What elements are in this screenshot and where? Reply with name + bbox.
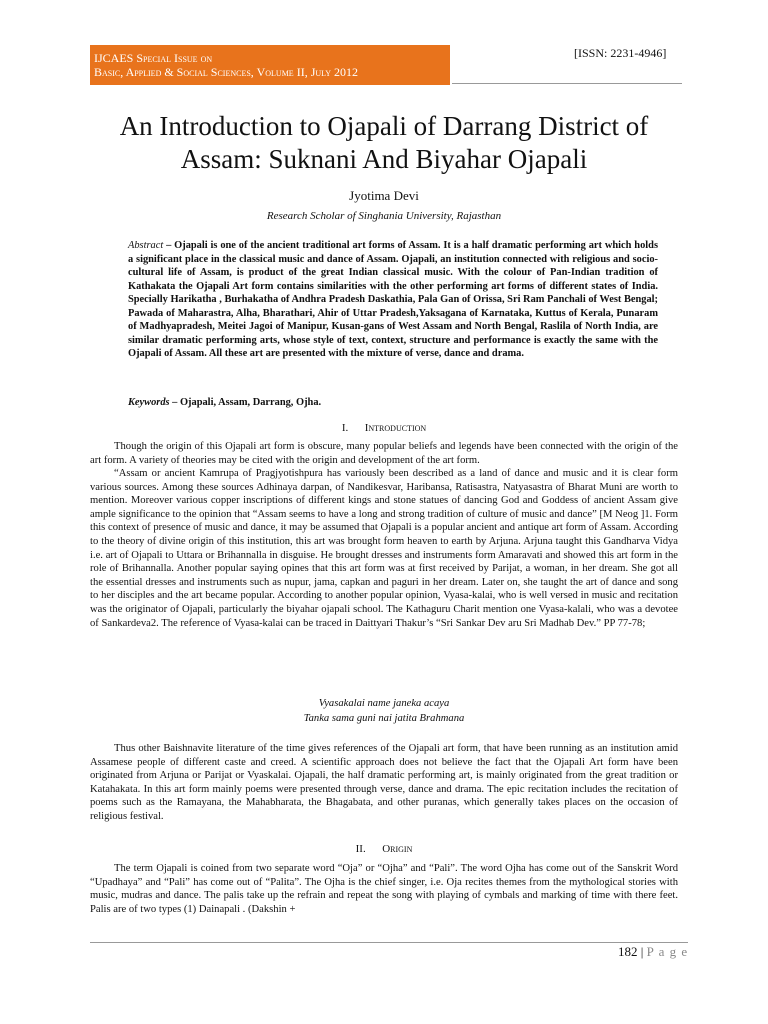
keywords-label: Keywords bbox=[128, 397, 170, 408]
page-number: 182 bbox=[618, 944, 638, 959]
intro-paragraph-1: Though the origin of this Ojapali art form is obscure, many popular beliefs and legends have been connected with the origin of the art form. A variety of theories may be cited with the origin and development of the art form. bbox=[90, 441, 678, 466]
abstract bbox=[128, 239, 658, 361]
journal-banner bbox=[90, 45, 450, 85]
abstract-text: – Ojapali is one of the ancient traditional art forms of Assam. It is a half dramatic performing art which holds a significant place in the classical music and dance of Assam. Ojapali, an institution connected with religious and socio-cultural life of Assam, is product of the great Indian classical music. With the colour of Pan-Indian tradition of Kathakata the Ojapali Art form contains similarities with the other performing art forms of different states of India. Specially Harikatha , Burhakatha of Andhra Pradesh Daskathia, Pala Gan of Orissa, Sri Ram Panchali of West Bengal; Pawada of Maharastra, Alha, Bharathari, Ahir of Uttar Pradesh,Yaksagana of Karnataka, Kuttus of Kerala, Punaram of Madhyapradesh, Meitei Jagoi of Manipur, Kusan-gans of West Assam and North Bengal, Raslila of North India, are similar dramatic performing arts, whose style of text, context, structure and performance is exactly the same with the Ojapali of Assam. All these art are presented with the mixture of verse, dance and drama. bbox=[128, 240, 658, 359]
paper-title: An Introduction to Ojapali of Darrang District of Assam: Suknani And Biyahar Ojapali bbox=[119, 111, 649, 174]
intro-paragraph-3: Thus other Baishnavite literature of the time gives references of the Ojapali art form, that have been running as an institution amid Assamese people of different caste and creed. A scientific approach does not believe the fact that the Ojapali Art form have been originated from Arjuna or Parijat or Vyaskalai. Ojapali, the half dramatic performing art, is mainly originated from the great tradition or Katahakata. In this art form mainly poems were presented through verse, dance and drama. The epic recitation includes the recitation of poems such as the Ramayana, the Mahabharata, the Bhagabata, and other puranas, which generally takes places on the occasion of religious festival. bbox=[90, 743, 678, 822]
author-affiliation: Research Scholar of Singhania University, Rajasthan bbox=[266, 210, 502, 222]
footer-rule bbox=[90, 942, 688, 943]
banner-line-1: IJCAES Special Issue on bbox=[94, 51, 213, 65]
author-name: Jyotima Devi bbox=[349, 188, 419, 203]
page-separator: | bbox=[637, 944, 647, 959]
issn-label: [ISSN: 2231-4946] bbox=[574, 46, 667, 60]
origin-paragraph-1: The term Ojapali is coined from two separate word “Oja” or “Ojha” and “Pali”. The word Ojha has come out of the Sanskrit Word “Upadhaya” and “Pali” has come out of “Palita”. The Ojha is the chief singer, i.e. Oja recites themes from the mythological stories with music, mudras and dance. The palis take up the refrain and repeat the song with playing of cymbals and marking of time with there feet. Palis are of two types (1) Dainapali . (Dakshin + bbox=[90, 863, 678, 915]
verse-line-1: Vyasakalai name janeka acaya bbox=[318, 698, 450, 709]
keywords-text: – Ojapali, Assam, Darrang, Ojha. bbox=[169, 397, 322, 408]
section-heading-introduction: I. Introduction bbox=[341, 422, 427, 434]
abstract-label: Abstract bbox=[128, 240, 164, 251]
page-label: P a g e bbox=[646, 944, 689, 959]
page-footer bbox=[618, 944, 688, 960]
intro-paragraph-2: “Assam or ancient Kamrupa of Pragjyotishpura has variously been described as a land of dance and music and it is clear form various sources. Among these sources Adhinaya darpan, of Nandikesvar, Haribansa, Ratisastra, Natyasastra of Bharat Muni are worth to mention. Moreover various copper inscriptions of different kings and stone statues of dancing God and Goddess of ancient Assam give ample significance to the opinion that “Assam seems to have a long and strong tradition of culture of music and dance” [M Neog ]1. Form this context of presence of music and dance, it may be assumed that Ojapali is a popular ancient and antique art form of Assam. According to the theory of divine origin of this institution, this art was brought form heaven to earth by Arjuna. Arjuna taught this Gandharva Vidya i.e. art of Ojapali to Uttara or Brihannalla in disguise. He brought dresses and instruments form Amaravati and showed this art form in the role of Brihannalla. Another popular saying opines that this art form was at first received by Parijat, a woman, in her dream. She got all the essential dresses and instruments such as nupur, jama, capkan and paguri in her dream. Later on, she taught the art of dance and song to her disciples and the art became popular. According to another popular opinion, Vyasa-kalai, who is well versed in music and recitation was the originator of Ojapali, particularly the biyahar ojapali school. The Kathaguru Charit mention one Vyasa-kalali, who was a devotee of Sankardeva2. The reference of Vyasa-kalai can be traced in Daittyari Thakur’s “Sri Sankar Dev aru Sri Madhab Dev.” PP 77-78; bbox=[90, 468, 678, 629]
banner-line-2: Basic, Applied & Social Sciences, Volume II, July 2012 bbox=[94, 65, 358, 79]
section-heading-origin: II. Origin bbox=[355, 843, 413, 855]
header-rule bbox=[452, 83, 682, 84]
verse-line-2: Tanka sama guni nai jatita Brahmana bbox=[303, 713, 465, 724]
keywords bbox=[128, 397, 658, 408]
